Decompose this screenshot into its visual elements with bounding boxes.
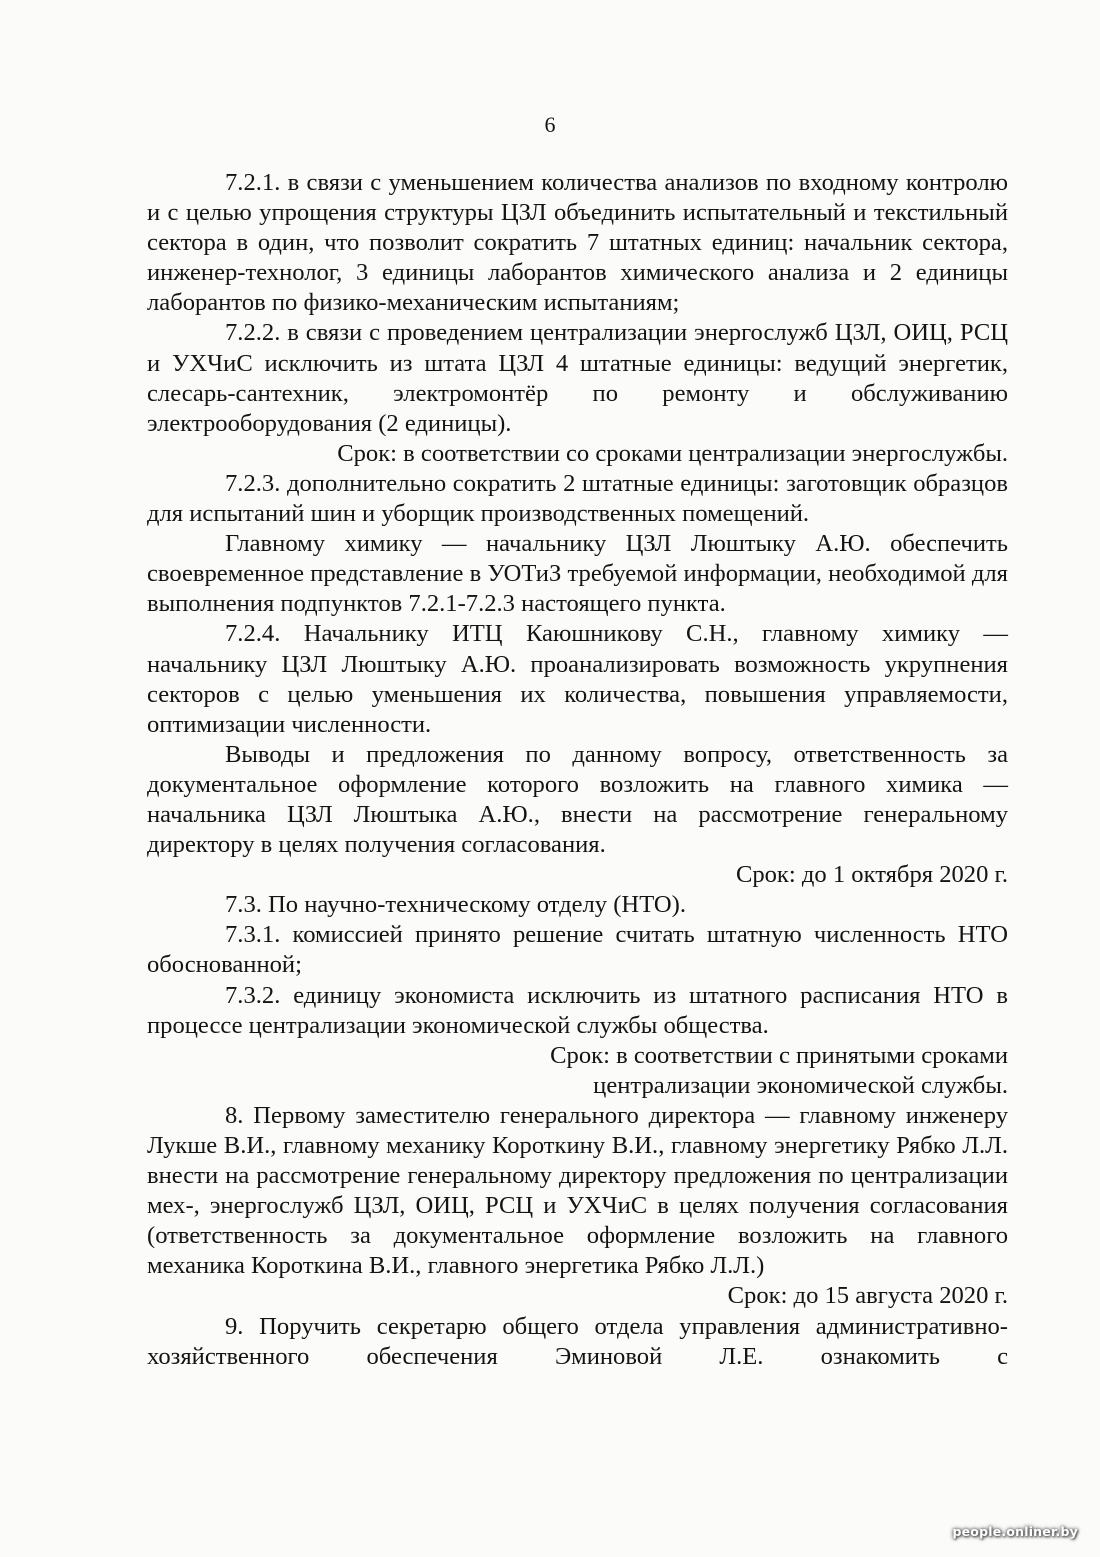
deadline-7-3-2-line-1: Срок: в соответствии с принятыми сроками — [550, 1041, 1008, 1069]
paragraph-7-3: 7.3. По научно-техническому отделу (НТО). — [225, 891, 686, 919]
paragraph-8: 8. Первому заместителю генерального директора — главному инженеру Лукше В.И., главному механику Короткину В.И., главному энергетику Рябко Л.Л. внести на рассмотрение генеральному директору предложения по централизации мех-, энергослужб ЦЗЛ, ОИЦ, РСЦ и УХЧиС в целях получения согласования (ответственность за документальное оформление возложить на главного механика Короткина В.И., главного энергетика Рябко Л.Л.) — [147, 1101, 1008, 1280]
paragraph-7-2-4: 7.2.4. Начальнику ИТЦ Каюшникову С.Н., главному химику — начальнику ЦЗЛ Люштыку А.Ю. проанализировать возможность укрупнения секторов с целью уменьшения их количества, повышения управляемости, оптимизации численности. — [147, 620, 1008, 738]
paragraph-7-2-1: 7.2.1. в связи с уменьшением количества анализов по входному контролю и с целью упрощения структуры ЦЗЛ объединить испытательный и текстильный сектора в один, что позволит сократить 7 штатных единиц: начальник сектора, инженер-технолог, 3 единицы лаборантов химического анализа и 2 единицы лаборантов по физико-механическим испытаниям; — [147, 169, 1008, 317]
paragraph-7-3-2: 7.3.2. единицу экономиста исключить из штатного расписания НТО в процессе централизации экономической службы общества. — [147, 981, 1008, 1039]
document-body — [147, 168, 1008, 1372]
page-number: 6 — [544, 112, 556, 137]
paragraph-7-3-1: 7.3.1. комиссией принято решение считать штатную численность НТО обоснованной; — [147, 921, 1008, 979]
paragraph-chief-chemist: Главному химику — начальнику ЦЗЛ Люштыку А.Ю. обеспечить своевременное представление в УОТиЗ требуемой информации, необходимой для выполнения подпунктов 7.2.1-7.2.3 настоящего пункта. — [147, 530, 1008, 618]
paragraph-7-2-2: 7.2.2. в связи с проведением централизации энергослужб ЦЗЛ, ОИЦ, РСЦ и УХЧиС исключить из штата ЦЗЛ 4 штатные единицы: ведущий энергетик, слесарь-сантехник, электромонтёр по ремонту и обслуживанию электрооборудования (2 единицы). — [147, 319, 1008, 437]
paragraph-conclusions: Выводы и предложения по данному вопросу, ответственность за документальное оформление которого возложить на главного химика — начальника ЦЗЛ Люштыка А.Ю., внести на рассмотрение генеральному директору в целях получения согласования. — [147, 740, 1008, 859]
deadline-7-2-2: Срок: в соответствии со сроками централизации энергослужбы. — [337, 439, 1008, 467]
deadline-7-3-2-line-2: централизации экономической службы. — [593, 1071, 1008, 1099]
deadline-7-2-4: Срок: до 1 октября 2020 г. — [735, 861, 1008, 889]
deadline-8: Срок: до 15 августа 2020 г. — [727, 1282, 1008, 1310]
paragraph-9: 9. Поручить секретарю общего отдела управления административно-хозяйственного обеспечения Эминовой Л.Е. ознакомить с — [147, 1312, 1008, 1370]
watermark: people.onliner.by — [952, 1524, 1078, 1539]
paragraph-7-2-3: 7.2.3. дополнительно сократить 2 штатные единицы: заготовщик образцов для испытаний шин и уборщик производственных помещений. — [147, 469, 1008, 528]
deadline-7-3-2 — [147, 1041, 1008, 1101]
